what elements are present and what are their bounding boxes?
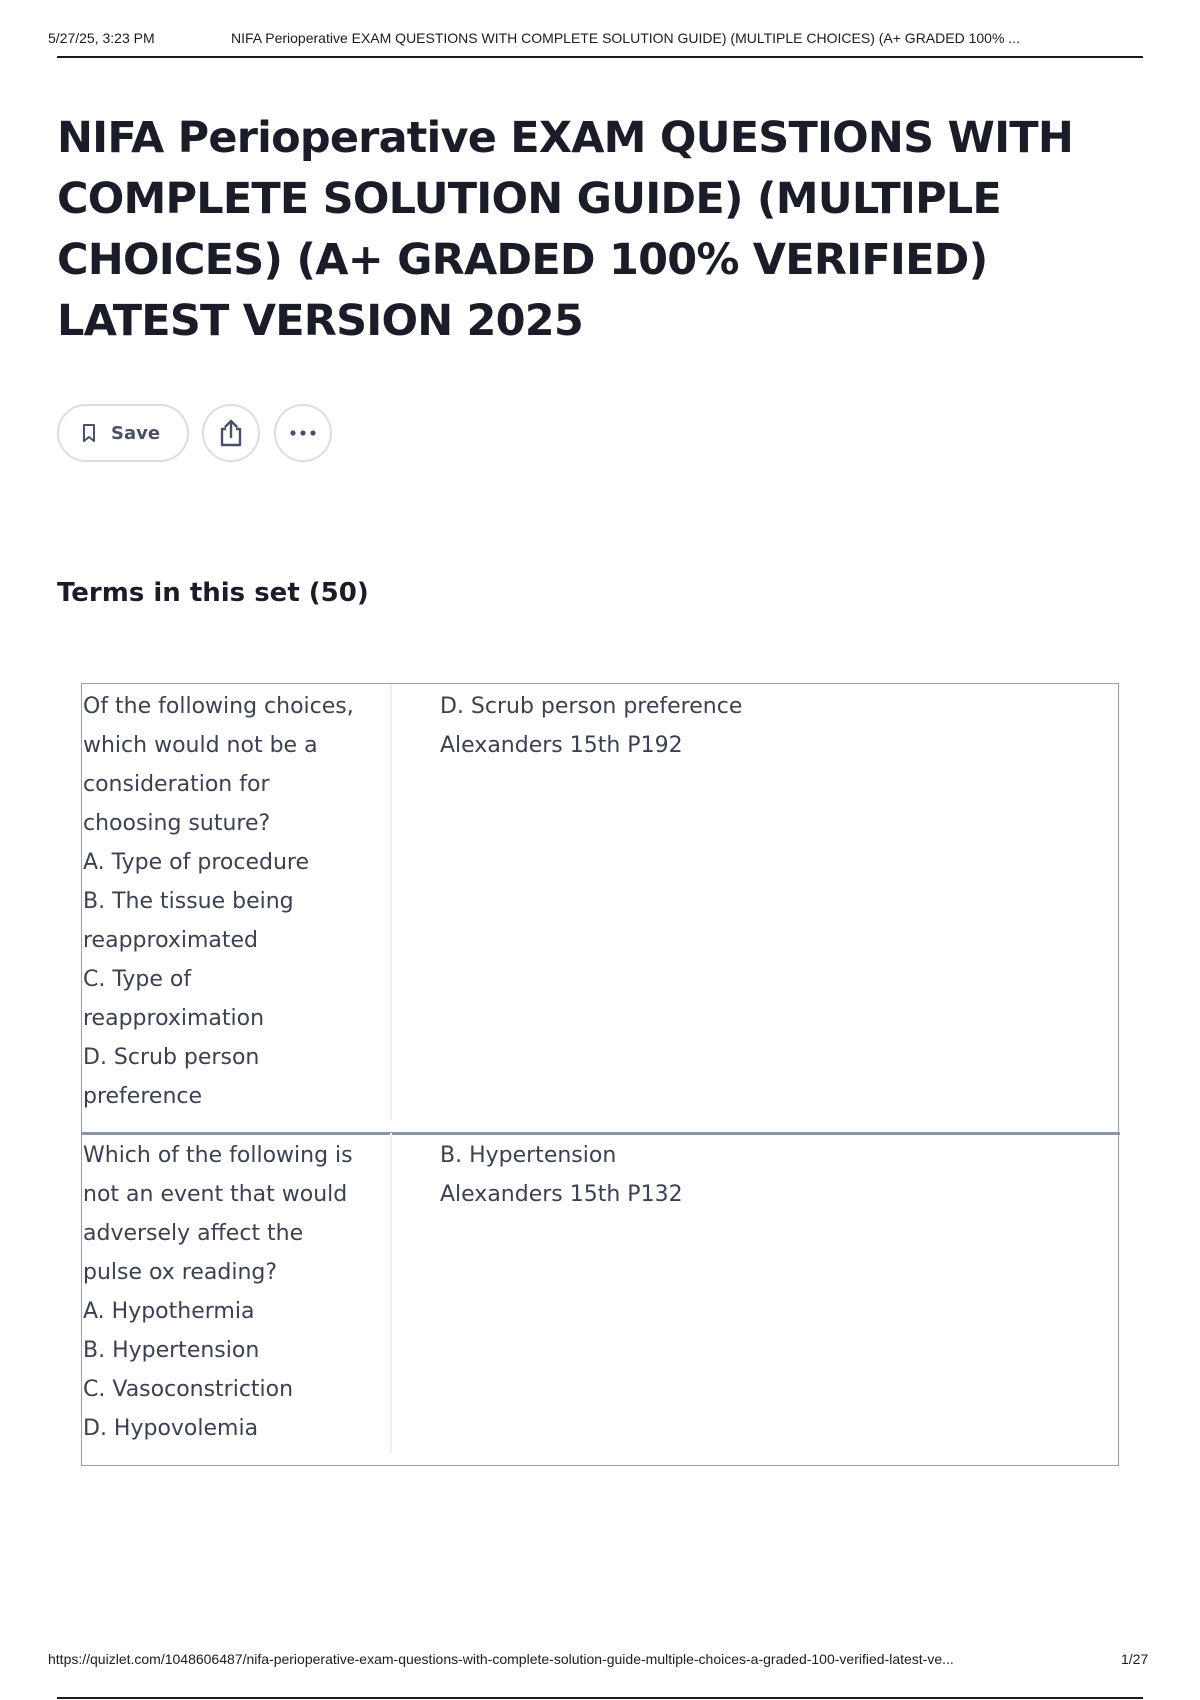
term-line: D. Hypovolemia xyxy=(83,1416,259,1441)
definition-text xyxy=(440,687,1080,765)
terms-heading: Terms in this set (50) xyxy=(57,578,369,608)
term-line: adversely affect the xyxy=(83,1221,304,1246)
more-options-button[interactable] xyxy=(274,404,332,462)
term-line: D. Scrub person xyxy=(83,1045,260,1070)
save-button-label: Save xyxy=(111,422,161,444)
definition-text xyxy=(440,1136,1080,1214)
term-line: pulse ox reading? xyxy=(83,1260,278,1285)
print-page-number: 1/27 xyxy=(1121,1651,1149,1667)
term-card xyxy=(81,683,1119,1133)
term-line: A. Type of procedure xyxy=(83,850,309,875)
more-icon xyxy=(289,429,317,437)
term-line: not an event that would xyxy=(83,1182,348,1207)
term-line: B. The tissue being xyxy=(83,889,294,914)
term-line: C. Type of xyxy=(83,967,192,992)
term-divider xyxy=(390,1133,392,1453)
term-line: Of the following choices, xyxy=(83,694,354,719)
definition-line: Alexanders 15th P132 xyxy=(440,1182,683,1207)
definition-line: B. Hypertension xyxy=(440,1143,617,1168)
print-footer-divider xyxy=(57,1697,1143,1699)
term-text xyxy=(83,1136,383,1448)
term-line: which would not be a xyxy=(83,733,318,758)
print-date: 5/27/25, 3:23 PM xyxy=(48,30,155,46)
share-icon xyxy=(217,418,245,448)
term-line: preference xyxy=(83,1084,203,1109)
term-line: C. Vasoconstriction xyxy=(83,1377,294,1402)
term-card xyxy=(81,1132,1119,1466)
term-line: reapproximated xyxy=(83,928,259,953)
term-line: B. Hypertension xyxy=(83,1338,260,1363)
term-line: choosing suture? xyxy=(83,811,271,836)
term-line: consideration for xyxy=(83,772,270,797)
definition-line: Alexanders 15th P192 xyxy=(440,733,683,758)
share-button[interactable] xyxy=(202,404,260,462)
print-url: https://quizlet.com/1048606487/nifa-perioperative-exam-questions-with-complete-solution-guide-multiple-choices-a-graded-100-verified-latest-ve... xyxy=(48,1651,954,1667)
bookmark-icon xyxy=(81,423,97,443)
print-header xyxy=(0,0,1200,58)
print-title: NIFA Perioperative EXAM QUESTIONS WITH COMPLETE SOLUTION GUIDE) (MULTIPLE CHOICES) (A+ GRADED 100% ... xyxy=(231,30,1020,46)
term-line: A. Hypothermia xyxy=(83,1299,255,1324)
print-header-divider xyxy=(57,56,1143,58)
page-title: NIFA Perioperative EXAM QUESTIONS WITH COMPLETE SOLUTION GUIDE) (MULTIPLE CHOICES) (A+ GRADED 100% VERIFIED) LATEST VERSION 2025 xyxy=(57,113,1074,346)
term-divider xyxy=(390,684,392,1120)
definition-line: D. Scrub person preference xyxy=(440,694,743,719)
term-line: reapproximation xyxy=(83,1006,265,1031)
save-button[interactable] xyxy=(57,404,189,462)
term-line: Which of the following is xyxy=(83,1143,353,1168)
term-text xyxy=(83,687,383,1116)
